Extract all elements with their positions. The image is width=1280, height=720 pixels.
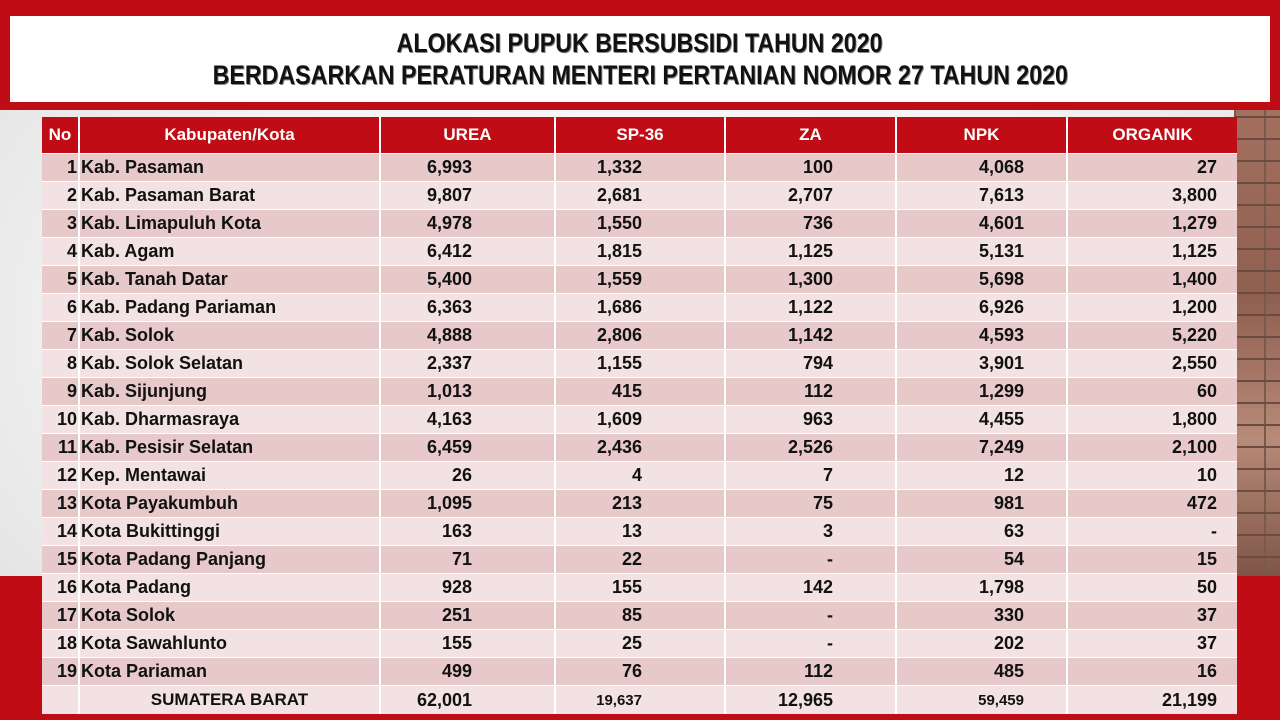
table-row — [42, 238, 1237, 266]
row-no: 3 — [42, 210, 79, 238]
row-organik: 50 — [1067, 574, 1237, 602]
total-row — [42, 686, 1237, 715]
row-npk: 202 — [896, 630, 1067, 658]
row-za: 142 — [725, 574, 896, 602]
row-name: Kota Pariaman — [79, 658, 380, 686]
row-urea: 928 — [380, 574, 555, 602]
total-organik: 21,199 — [1067, 686, 1237, 715]
row-za: 794 — [725, 350, 896, 378]
row-organik: 3,800 — [1067, 182, 1237, 210]
row-sp36: 85 — [555, 602, 725, 630]
table-row — [42, 546, 1237, 574]
row-npk: 4,455 — [896, 406, 1067, 434]
total-no-cell — [42, 686, 79, 715]
row-urea: 6,412 — [380, 238, 555, 266]
row-organik: - — [1067, 518, 1237, 546]
table-row — [42, 658, 1237, 686]
row-za: 112 — [725, 658, 896, 686]
row-sp36: 25 — [555, 630, 725, 658]
row-sp36: 415 — [555, 378, 725, 406]
row-urea: 9,807 — [380, 182, 555, 210]
row-npk: 7,249 — [896, 434, 1067, 462]
row-urea: 26 — [380, 462, 555, 490]
row-no: 1 — [42, 154, 79, 182]
table-body — [42, 154, 1237, 686]
row-za: 7 — [725, 462, 896, 490]
row-organik: 60 — [1067, 378, 1237, 406]
row-no: 8 — [42, 350, 79, 378]
table-row — [42, 350, 1237, 378]
row-name: Kab. Pasaman Barat — [79, 182, 380, 210]
row-no: 13 — [42, 490, 79, 518]
row-no: 9 — [42, 378, 79, 406]
row-name: Kab. Solok — [79, 322, 380, 350]
row-name: Kab. Limapuluh Kota — [79, 210, 380, 238]
row-npk: 4,601 — [896, 210, 1067, 238]
row-za: 100 — [725, 154, 896, 182]
row-name: Kota Padang Panjang — [79, 546, 380, 574]
row-no: 5 — [42, 266, 79, 294]
row-name: Kab. Dharmasraya — [79, 406, 380, 434]
row-sp36: 4 — [555, 462, 725, 490]
row-no: 16 — [42, 574, 79, 602]
row-no: 12 — [42, 462, 79, 490]
row-organik: 2,100 — [1067, 434, 1237, 462]
row-organik: 472 — [1067, 490, 1237, 518]
row-npk: 4,593 — [896, 322, 1067, 350]
title-line-1: ALOKASI PUPUK BERSUBSIDI TAHUN 2020 — [397, 28, 883, 58]
row-name: Kab. Solok Selatan — [79, 350, 380, 378]
row-za: 1,142 — [725, 322, 896, 350]
row-sp36: 2,681 — [555, 182, 725, 210]
row-npk: 1,798 — [896, 574, 1067, 602]
table-row — [42, 434, 1237, 462]
row-urea: 2,337 — [380, 350, 555, 378]
row-no: 4 — [42, 238, 79, 266]
title-band — [0, 0, 1280, 110]
row-urea: 1,095 — [380, 490, 555, 518]
row-za: - — [725, 546, 896, 574]
row-sp36: 13 — [555, 518, 725, 546]
header-npk: NPK — [896, 117, 1067, 154]
row-urea: 4,978 — [380, 210, 555, 238]
row-name: Kab. Padang Pariaman — [79, 294, 380, 322]
header-no: No — [42, 117, 79, 154]
row-npk: 7,613 — [896, 182, 1067, 210]
row-sp36: 1,155 — [555, 350, 725, 378]
table-row — [42, 518, 1237, 546]
row-name: Kota Solok — [79, 602, 380, 630]
table-row — [42, 294, 1237, 322]
row-no: 17 — [42, 602, 79, 630]
row-npk: 485 — [896, 658, 1067, 686]
row-sp36: 1,559 — [555, 266, 725, 294]
row-urea: 499 — [380, 658, 555, 686]
row-za: 3 — [725, 518, 896, 546]
row-npk: 5,131 — [896, 238, 1067, 266]
row-sp36: 155 — [555, 574, 725, 602]
table-row — [42, 574, 1237, 602]
row-name: Kota Sawahlunto — [79, 630, 380, 658]
row-sp36: 1,332 — [555, 154, 725, 182]
row-name: Kab. Tanah Datar — [79, 266, 380, 294]
table-row — [42, 154, 1237, 182]
brick-wall-decoration — [1234, 110, 1280, 580]
row-organik: 5,220 — [1067, 322, 1237, 350]
table-row — [42, 630, 1237, 658]
row-za: 963 — [725, 406, 896, 434]
row-urea: 6,459 — [380, 434, 555, 462]
row-no: 6 — [42, 294, 79, 322]
table-row — [42, 378, 1237, 406]
total-urea: 62,001 — [380, 686, 555, 715]
row-npk: 3,901 — [896, 350, 1067, 378]
row-name: Kab. Pesisir Selatan — [79, 434, 380, 462]
row-za: 736 — [725, 210, 896, 238]
table-row — [42, 322, 1237, 350]
header-organik: ORGANIK — [1067, 117, 1237, 154]
row-urea: 155 — [380, 630, 555, 658]
row-urea: 71 — [380, 546, 555, 574]
row-za: - — [725, 630, 896, 658]
table-row — [42, 602, 1237, 630]
title-line-2: BERDASARKAN PERATURAN MENTERI PERTANIAN NOMOR 27 TAHUN 2020 — [212, 60, 1068, 90]
row-organik: 2,550 — [1067, 350, 1237, 378]
row-urea: 5,400 — [380, 266, 555, 294]
row-urea: 163 — [380, 518, 555, 546]
table-row — [42, 462, 1237, 490]
row-urea: 6,363 — [380, 294, 555, 322]
row-npk: 63 — [896, 518, 1067, 546]
row-npk: 6,926 — [896, 294, 1067, 322]
row-sp36: 213 — [555, 490, 725, 518]
row-organik: 37 — [1067, 602, 1237, 630]
total-sp36: 19,637 — [555, 686, 725, 715]
row-name: Kab. Agam — [79, 238, 380, 266]
row-za: 1,122 — [725, 294, 896, 322]
row-sp36: 1,815 — [555, 238, 725, 266]
row-sp36: 1,550 — [555, 210, 725, 238]
total-npk: 59,459 — [896, 686, 1067, 715]
row-urea: 1,013 — [380, 378, 555, 406]
title-box — [10, 16, 1270, 102]
row-name: Kab. Sijunjung — [79, 378, 380, 406]
fertilizer-allocation-table — [42, 117, 1237, 714]
table-header-row — [42, 117, 1237, 154]
row-sp36: 76 — [555, 658, 725, 686]
row-organik: 10 — [1067, 462, 1237, 490]
table-row — [42, 182, 1237, 210]
row-no: 15 — [42, 546, 79, 574]
row-organik: 15 — [1067, 546, 1237, 574]
row-urea: 4,163 — [380, 406, 555, 434]
row-npk: 1,299 — [896, 378, 1067, 406]
total-label: SUMATERA BARAT — [79, 686, 380, 715]
row-organik: 1,800 — [1067, 406, 1237, 434]
row-organik: 1,400 — [1067, 266, 1237, 294]
row-sp36: 2,436 — [555, 434, 725, 462]
row-no: 10 — [42, 406, 79, 434]
row-no: 19 — [42, 658, 79, 686]
row-no: 14 — [42, 518, 79, 546]
row-npk: 54 — [896, 546, 1067, 574]
row-name: Kota Bukittinggi — [79, 518, 380, 546]
row-npk: 981 — [896, 490, 1067, 518]
row-name: Kep. Mentawai — [79, 462, 380, 490]
row-no: 11 — [42, 434, 79, 462]
row-za: 112 — [725, 378, 896, 406]
row-za: 2,707 — [725, 182, 896, 210]
row-sp36: 22 — [555, 546, 725, 574]
header-sp36: SP-36 — [555, 117, 725, 154]
row-urea: 4,888 — [380, 322, 555, 350]
row-urea: 251 — [380, 602, 555, 630]
row-za: - — [725, 602, 896, 630]
total-za: 12,965 — [725, 686, 896, 715]
row-npk: 330 — [896, 602, 1067, 630]
row-organik: 27 — [1067, 154, 1237, 182]
header-urea: UREA — [380, 117, 555, 154]
row-sp36: 1,686 — [555, 294, 725, 322]
row-urea: 6,993 — [380, 154, 555, 182]
header-kabupaten-kota: Kabupaten/Kota — [79, 117, 380, 154]
row-no: 2 — [42, 182, 79, 210]
row-za: 75 — [725, 490, 896, 518]
row-organik: 1,125 — [1067, 238, 1237, 266]
row-organik: 1,279 — [1067, 210, 1237, 238]
row-za: 1,300 — [725, 266, 896, 294]
table-row — [42, 490, 1237, 518]
table-row — [42, 210, 1237, 238]
row-za: 1,125 — [725, 238, 896, 266]
header-za: ZA — [725, 117, 896, 154]
row-name: Kota Payakumbuh — [79, 490, 380, 518]
row-za: 2,526 — [725, 434, 896, 462]
row-organik: 1,200 — [1067, 294, 1237, 322]
row-npk: 5,698 — [896, 266, 1067, 294]
row-name: Kota Padang — [79, 574, 380, 602]
row-name: Kab. Pasaman — [79, 154, 380, 182]
row-organik: 16 — [1067, 658, 1237, 686]
row-npk: 12 — [896, 462, 1067, 490]
row-sp36: 2,806 — [555, 322, 725, 350]
row-no: 18 — [42, 630, 79, 658]
row-npk: 4,068 — [896, 154, 1067, 182]
row-sp36: 1,609 — [555, 406, 725, 434]
table-row — [42, 266, 1237, 294]
row-no: 7 — [42, 322, 79, 350]
table-row — [42, 406, 1237, 434]
row-organik: 37 — [1067, 630, 1237, 658]
